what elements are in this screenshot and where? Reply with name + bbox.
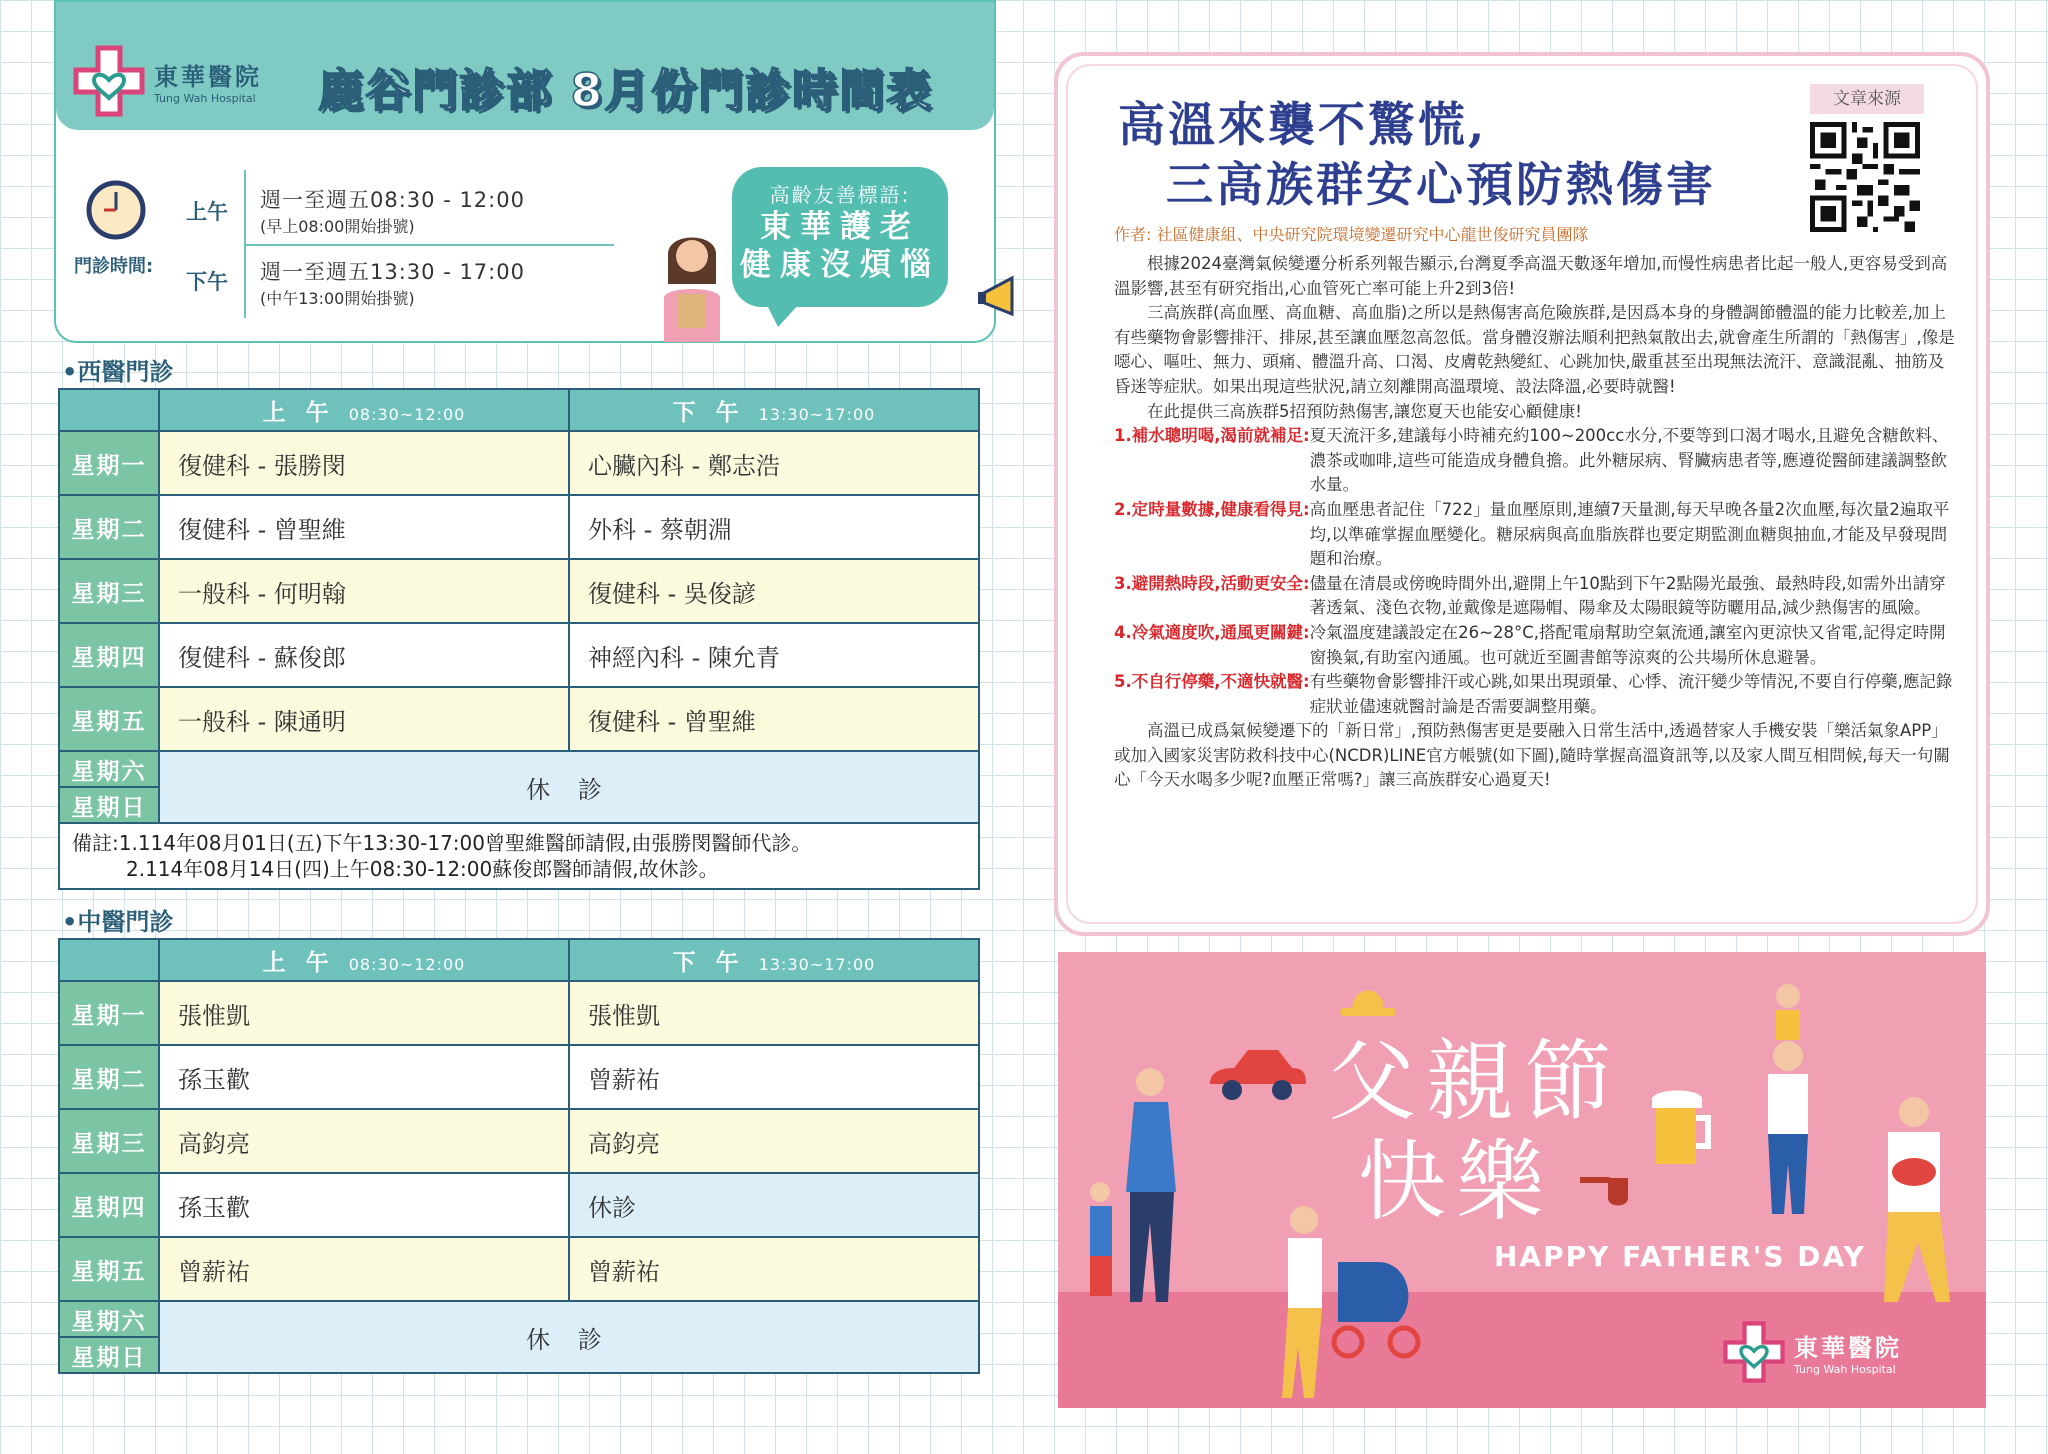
weekend-row [59, 1301, 979, 1337]
slogan-line1: 東華護老 [760, 209, 920, 245]
am-doctor-cell: 復健科 - 蘇俊郎 [159, 623, 569, 687]
table-row [59, 981, 979, 1045]
afternoon-registration: (中午13:00開始掛號) [260, 289, 415, 308]
hospital-cross-icon [1722, 1320, 1786, 1384]
am-doctor-cell: 孫玉歡 [159, 1173, 569, 1237]
clock-icon [86, 180, 146, 240]
day-cell: 星期五 [59, 1237, 159, 1301]
am-header: 上 午 08:30~12:00 [159, 389, 569, 431]
fathers-day-banner [1058, 952, 1986, 1408]
article-paragraph-3: 在此提供三高族群5招預防熱傷害,讓您夏天也能安心顧健康! [1147, 401, 1582, 421]
fathers-day-title-line2: 快樂 [1358, 1130, 1555, 1233]
weekend-row [59, 751, 979, 787]
article-paragraph-4: 高溫已成爲氣候變遷下的「新日常」,預防熱傷害更是要融入日常生活中,透過替家人手機安裝「樂活氣象APP」或加入國家災害防救科技中心(NCDR)LINE官方帳號(如下圖),隨時掌握高溫資訊等,以及家人間互相問候,每天一句關心「今天水喝多少呢?血壓正常嗎?」讓三高族群安心過夏天! [1114, 721, 1950, 790]
notes-row [59, 823, 979, 889]
fathers-day-english: HAPPY FATHER'S DAY [1494, 1240, 1866, 1273]
article-title-line2: 三高族群安心預防熱傷害 [1166, 158, 1716, 213]
pm-header: 下 午 13:30~17:00 [569, 389, 979, 431]
table-row [59, 687, 979, 751]
note-line-2: 2.114年08月14日(四)上午08:30-12:00蘇俊郎醫師請假,故休診。 [126, 857, 719, 881]
table-row [59, 1109, 979, 1173]
slogan-bubble [732, 167, 948, 307]
pm-doctor-cell: 高鈞亮 [569, 1109, 979, 1173]
day-cell: 星期二 [59, 495, 159, 559]
am-doctor-cell: 高鈞亮 [159, 1109, 569, 1173]
tip-heading: 3.避開熱時段,活動更安全: [1114, 573, 1310, 593]
saturday-cell: 星期六 [59, 751, 159, 787]
fathers-day-title-line1: 父親節 [1328, 1030, 1623, 1133]
qr-code-icon[interactable] [1810, 122, 1920, 232]
article-paragraph-1: 根據2024臺灣氣候變遷分析系列報告顯示,台灣夏季高溫天數逐年增加,而慢性病患者比起一般人,更容易受到高溫影響,甚至有研究指出,心血管死亡率可能上升2到3倍! [1114, 254, 1948, 298]
pm-header: 下 午 13:30~17:00 [569, 939, 979, 981]
nurse-illustration-icon [654, 214, 730, 342]
toy-car-icon [1200, 1044, 1312, 1106]
chinese-schedule-table [58, 938, 980, 1374]
western-section-title: •西醫門診 [62, 358, 174, 386]
afternoon-hours: 週一至週五13:30 - 17:00 [260, 260, 525, 284]
day-cell: 星期四 [59, 623, 159, 687]
slogan-title: 高齡友善標語: [769, 183, 911, 207]
day-cell: 星期五 [59, 687, 159, 751]
banner-logo-english-name: Tung Wah Hospital [1794, 1363, 1896, 1376]
tip-item [1114, 572, 1960, 621]
am-doctor-cell: 張惟凱 [159, 981, 569, 1045]
morning-registration: (早上08:00開始掛號) [260, 217, 415, 236]
morning-hours: 週一至週五08:30 - 12:00 [260, 188, 525, 212]
table-row [59, 495, 979, 559]
pm-doctor-cell: 復健科 - 吳俊諺 [569, 559, 979, 623]
tip-item [1114, 424, 1960, 498]
day-cell: 星期一 [59, 431, 159, 495]
sunday-cell: 星期日 [59, 787, 159, 823]
afternoon-label: 下午 [186, 270, 228, 294]
pipe-icon [1578, 1172, 1634, 1212]
tip-item [1114, 621, 1960, 670]
table-header-row [59, 389, 979, 431]
day-cell: 星期四 [59, 1173, 159, 1237]
tip-body: 冷氣溫度建議設定在26~28°C,搭配電扇幫助空氣流通,讓室內更涼快又省電,記得定時開窗換氣,有助室內通風。也可就近至圖書館等涼爽的公共場所休息避暑。 [1309, 622, 1946, 667]
source-label: 文章來源 [1810, 84, 1924, 114]
notes-cell [59, 823, 979, 889]
logo-english-name: Tung Wah Hospital [154, 92, 256, 105]
am-doctor-cell: 曾薪祐 [159, 1237, 569, 1301]
beer-mug-icon [1648, 1088, 1718, 1168]
weekend-closed-cell: 休 診 [159, 1301, 979, 1373]
am-doctor-cell: 孫玉歡 [159, 1045, 569, 1109]
table-row [59, 1173, 979, 1237]
western-schedule-table [58, 388, 980, 890]
saturday-cell: 星期六 [59, 1301, 159, 1337]
article-body [1114, 252, 1960, 793]
sunday-cell: 星期日 [59, 1337, 159, 1373]
tip-body: 儘量在清晨或傍晚時間外出,避開上午10點到下午2點陽光最強、最熱時段,如需外出請穿著透氣、淺色衣物,並戴像是遮陽帽、陽傘及太陽眼鏡等防曬用品,減少熱傷害的風險。 [1309, 573, 1946, 618]
pm-doctor-cell: 復健科 - 曾聖維 [569, 687, 979, 751]
am-header: 上 午 08:30~12:00 [159, 939, 569, 981]
tip-heading: 2.定時量數據,健康看得見: [1114, 499, 1310, 519]
table-header-row [59, 939, 979, 981]
header-band [56, 2, 994, 130]
tip-heading: 1.補水聰明喝,渴前就補足: [1114, 426, 1310, 446]
am-doctor-cell: 復健科 - 張勝閔 [159, 431, 569, 495]
am-doctor-cell: 一般科 - 何明翰 [159, 559, 569, 623]
pm-doctor-cell: 休診 [569, 1173, 979, 1237]
chinese-section-title: •中醫門診 [62, 908, 174, 936]
day-cell: 星期二 [59, 1045, 159, 1109]
tip-item [1114, 670, 1960, 719]
morning-label: 上午 [186, 200, 228, 224]
corner-cell [59, 939, 159, 981]
clinic-hours-label: 門診時間: [74, 256, 154, 277]
am-doctor-cell: 一般科 - 陳通明 [159, 687, 569, 751]
table-row [59, 431, 979, 495]
day-cell: 星期一 [59, 981, 159, 1045]
pm-doctor-cell: 曾薪祐 [569, 1237, 979, 1301]
weekend-closed-cell: 休 診 [159, 751, 979, 823]
pm-doctor-cell: 張惟凱 [569, 981, 979, 1045]
article-title-line1: 高溫來襲不驚慌, [1118, 98, 1488, 153]
note-line-1: 備註:1.114年08月01日(五)下午13:30-17:00曾聖維醫師請假,由張勝閔醫師代診。 [72, 831, 812, 855]
bubble-tail [766, 303, 800, 327]
hospital-logo [72, 44, 262, 118]
slogan-line2: 健康沒煩惱 [740, 247, 940, 283]
tip-heading: 4.冷氣適度吹,通風更關鍵: [1114, 622, 1310, 642]
banner-hospital-logo [1722, 1320, 1902, 1384]
am-doctor-cell: 復健科 - 曾聖維 [159, 495, 569, 559]
schedule-title: 鹿谷門診部 8月份門診時間表 [318, 64, 933, 117]
hospital-cross-icon [72, 44, 146, 118]
banner-logo-chinese-name: 東華醫院 [1794, 1333, 1902, 1362]
tip-body: 夏天流汗多,建議每小時補充約100~200cc水分,不要等到口渴才喝水,且避免含糖飲料、濃茶或咖啡,這些可能造成身體負擔。此外糖尿病、腎臟病患者等,應遵從醫師建議調整飲水量。 [1309, 426, 1949, 495]
father-carrying-child-illustration-icon [1738, 982, 1838, 1222]
table-row [59, 623, 979, 687]
tip-body: 有些藥物會影響排汗或心跳,如果出現頭暈、心悸、流汗變少等情況,不要自行停藥,應記錄症狀並儘速就醫討論是否需要調整用藥。 [1309, 672, 1953, 716]
corner-cell [59, 389, 159, 431]
hours-divider-horizontal [244, 244, 614, 246]
schedule-header-card [54, 0, 996, 343]
table-row [59, 1045, 979, 1109]
megaphone-icon [976, 274, 1030, 318]
pm-doctor-cell: 曾薪祐 [569, 1045, 979, 1109]
tip-heading: 5.不自行停藥,不適快就醫: [1114, 672, 1310, 692]
article-author: 作者: 社區健康組、中央研究院環境變遷研究中心龍世俊研究員團隊 [1114, 225, 1589, 244]
tip-body: 高血壓患者記住「722」量血壓原則,連續7天量測,每天早晚各量2次血壓,每次量2遍取平均,以準確掌握血壓變化。糖尿病與高血脂族群也要定期監測血糖與抽血,才能及早發現問題和治療。 [1309, 499, 1950, 569]
pm-doctor-cell: 心臟內科 - 鄭志浩 [569, 431, 979, 495]
father-with-football-illustration-icon [1858, 1092, 1968, 1312]
pm-doctor-cell: 神經內科 - 陳允青 [569, 623, 979, 687]
logo-chinese-name: 東華醫院 [154, 62, 262, 91]
table-row [59, 559, 979, 623]
table-row [59, 1237, 979, 1301]
father-and-child-illustration-icon [1078, 1062, 1188, 1312]
pm-doctor-cell: 外科 - 蔡朝淵 [569, 495, 979, 559]
article-paragraph-2: 三高族群(高血壓、高血糖、高血脂)之所以是熱傷害高危險族群,是因爲本身的身體調節體溫的能力比較差,加上有些藥物會影響排汗、排尿,甚至讓血壓忽高忽低。當身體沒辦法順利把熱氣散出去,就會產生所謂的「熱傷害」,像是噁心、嘔吐、無力、頭痛、體溫升高、口渴、皮膚乾熱變紅、心跳加快,嚴重甚至出現無法流汗、意識混亂、抽筋及昏迷等症狀。如果出現這些狀況,請立刻離開高溫環境、設法降溫,必要時就醫! [1114, 303, 1955, 396]
tip-item [1114, 498, 1960, 572]
heat-article-card [1054, 52, 1990, 936]
day-cell: 星期三 [59, 1109, 159, 1173]
day-cell: 星期三 [59, 559, 159, 623]
